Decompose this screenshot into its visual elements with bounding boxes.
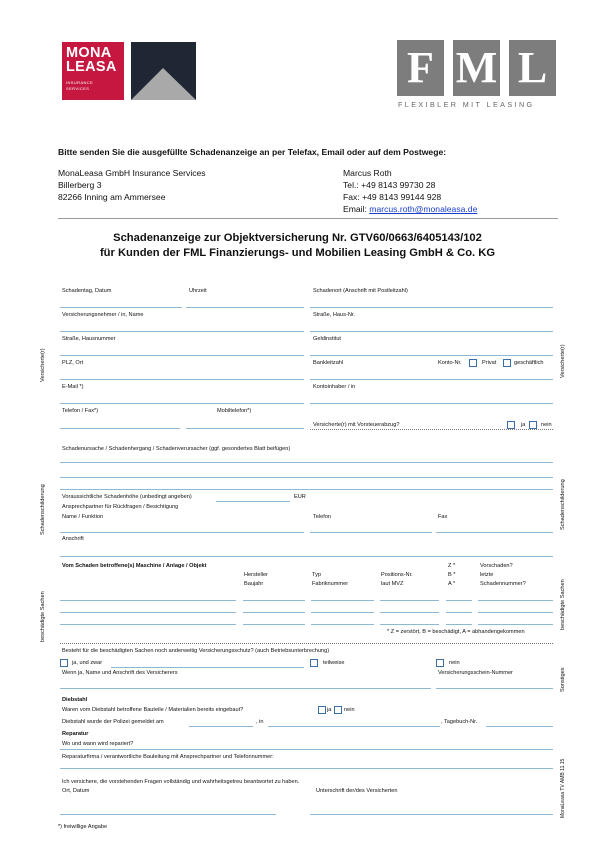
contact-name: Marcus Roth xyxy=(343,168,392,178)
label-anderweitig: Besteht für die beschädigten Sachen noch anderweitig Versicherungsschutz? (auch Betriebsunterbrechung) xyxy=(62,648,330,654)
table-cell[interactable] xyxy=(60,600,236,601)
field-schadenursache-line-3[interactable] xyxy=(60,489,553,490)
checkbox-vorsteuer-ja[interactable] xyxy=(507,421,515,429)
checkbox-nein[interactable] xyxy=(436,659,444,667)
label-name-funktion: Name / Funktion xyxy=(62,514,104,520)
label-eur: EUR xyxy=(294,494,306,500)
label-plz-ort: PLZ, Ort xyxy=(62,360,84,366)
table-cell[interactable] xyxy=(243,600,305,601)
col-laut-mvz: laut MVZ xyxy=(381,581,404,587)
address-company: MonaLeasa GmbH Insurance Services xyxy=(58,168,206,178)
label-konto-nr: Konto-Nr. xyxy=(438,360,462,366)
monaleasa-logo: MONA LEASA INSURANCE SERVICES xyxy=(62,42,124,100)
label-bauteile-nein: nein xyxy=(344,707,355,713)
label-geschaeftlich: geschäftlich xyxy=(514,360,544,366)
label-fax: Fax xyxy=(438,514,448,520)
label-mobiltelefon: Mobiltelefon*) xyxy=(217,408,252,414)
field-wo-wann[interactable] xyxy=(60,749,553,750)
col-z: Z * xyxy=(448,563,456,569)
col-positions-nr: Positions-Nr. xyxy=(381,572,413,578)
label-in: , in xyxy=(256,719,264,725)
monaleasa-logo-mark xyxy=(131,42,196,100)
label-unterschrift: Unterschrift der/des Versicherten xyxy=(316,788,398,794)
side-label-schaden-left: Schadenschilderung xyxy=(40,484,46,535)
table-cell[interactable] xyxy=(446,612,472,613)
table-cell[interactable] xyxy=(380,612,439,613)
label-uhrzeit: Uhrzeit xyxy=(189,288,207,294)
col-b: B * xyxy=(448,572,456,578)
field-strasse-hausnummer[interactable] xyxy=(60,355,304,356)
label-reparaturfirma: Reparaturfirma / verantwortliche Bauleitung mit Ansprechpartner und Telefonnummer: xyxy=(62,754,274,760)
checkbox-bauteile-ja[interactable] xyxy=(318,706,326,714)
checkbox-bauteile-nein[interactable] xyxy=(334,706,342,714)
label-vorsteuer-nein: nein xyxy=(541,422,552,428)
col-vorschaden: Vorschaden? xyxy=(480,563,513,569)
vorsteuer-divider xyxy=(310,429,553,430)
label-bauteile-ja: ja xyxy=(327,707,332,713)
table-cell[interactable] xyxy=(311,624,374,625)
label-vom-schaden: Vom Schaden betroffene(s) Maschine / Anlage / Objekt xyxy=(62,563,207,569)
field-bankleitzahl[interactable] xyxy=(310,379,553,380)
field-versicherer[interactable] xyxy=(60,688,431,689)
label-kontoinhaber: Kontoinhaber / in xyxy=(313,384,356,390)
label-schadenursache: Schadenursache / Schadenhergang / Schadenverursacher (ggf. gesondertes Blatt beifügen) xyxy=(62,446,291,452)
table-cell[interactable] xyxy=(60,624,236,625)
field-schadenursache-line-2[interactable] xyxy=(60,477,553,478)
intro-text: Bitte senden Sie die ausgefüllte Schadenanzeige an per Telefax, Email oder auf dem Postwege: xyxy=(58,147,447,157)
contact-fax: Fax: +49 8143 99144 928 xyxy=(343,192,442,202)
label-ansprechpartner: Ansprechpartner für Rückfragen / Besichtigung xyxy=(62,504,179,510)
label-teilweise: teilweise xyxy=(323,660,345,666)
address-street: Billerberg 3 xyxy=(58,180,102,190)
label-ja-und-zwar: ja, und zwar xyxy=(72,660,103,666)
field-schadenort[interactable] xyxy=(310,307,553,308)
table-cell[interactable] xyxy=(311,600,374,601)
legend-text: * Z = zerstört, B = beschädigt, A = abhandengekommen xyxy=(387,629,525,635)
label-telefon-fax: Telefon / Fax*) xyxy=(62,408,99,414)
field-schadenhoehe[interactable] xyxy=(216,501,290,502)
field-reparaturfirma[interactable] xyxy=(60,768,553,769)
field-polizei-ort[interactable] xyxy=(268,726,440,727)
table-cell[interactable] xyxy=(380,600,439,601)
field-anschrift[interactable] xyxy=(60,556,553,557)
col-schadennummer: Schadennummer? xyxy=(480,581,526,587)
field-ort-datum[interactable] xyxy=(60,814,276,815)
contact-email-row: Email: marcus.roth@monaleasa.de xyxy=(343,204,478,214)
field-uhrzeit[interactable] xyxy=(186,307,304,308)
side-label-schaden-right: Schadenschilderung xyxy=(560,479,566,530)
field-ja-und-zwar[interactable] xyxy=(111,667,304,668)
label-reparatur: Reparatur xyxy=(62,731,89,737)
field-plz-ort[interactable] xyxy=(60,379,304,380)
field-telefon[interactable] xyxy=(310,532,432,533)
label-diebstahl: Diebstahl xyxy=(62,697,88,703)
field-strasse-haus[interactable] xyxy=(310,331,553,332)
label-strasse-haus: Straße, Haus-Nr. xyxy=(313,312,355,318)
footer-code: MonaLeasa TV AMB 11.15 xyxy=(560,758,566,818)
side-label-sachen-right: beschädigte Sachen xyxy=(560,579,566,630)
label-strasse-hausnummer: Straße, Hausnummer xyxy=(62,336,116,342)
col-hersteller: Hersteller xyxy=(244,572,268,578)
field-kontoinhaber[interactable] xyxy=(310,403,553,404)
label-vs-nummer: Versicherungsschein-Nummer xyxy=(438,670,513,676)
label-ort-datum: Ort, Datum xyxy=(62,788,90,794)
label-versichere: Ich versichere, die vorstehenden Fragen vollständig und wahrheitsgetreu beantwortet zu haben. xyxy=(62,779,300,785)
side-label-sachen-left: beschädigte Sachen xyxy=(40,591,46,642)
label-schadentag: Schadentag, Datum xyxy=(62,288,112,294)
label-anschrift: Anschrift xyxy=(62,536,84,542)
field-tagebuch-nr[interactable] xyxy=(486,726,553,727)
field-schadentag[interactable] xyxy=(60,307,182,308)
fml-tagline: FLEXIBLER MIT LEASING xyxy=(398,100,535,109)
label-tagebuch: , Tagebuch-Nr. xyxy=(441,719,478,725)
label-privat: Privat xyxy=(482,360,497,366)
field-telefon-fax[interactable] xyxy=(60,428,180,429)
header-divider xyxy=(58,218,558,219)
table-cell[interactable] xyxy=(243,624,305,625)
checkbox-ja-und-zwar[interactable] xyxy=(60,659,68,667)
field-polizei-datum[interactable] xyxy=(189,726,253,727)
label-vn: Versicherungsnehmer / in, Name xyxy=(62,312,144,318)
field-name-funktion[interactable] xyxy=(60,532,304,533)
label-wo-wann: Wo und wann wird repariert? xyxy=(62,741,134,747)
field-unterschrift[interactable] xyxy=(310,814,553,815)
page-subtitle: für Kunden der FML Finanzierungs- und Mobilien Leasing GmbH & Co. KG xyxy=(99,247,496,259)
side-label-versicherter-left: Versicherte(r) xyxy=(40,348,46,382)
label-bankleitzahl: Bankleitzahl xyxy=(313,360,344,366)
label-wenn-ja: Wenn ja, Name und Anschrift des Versicherers xyxy=(62,670,178,676)
checkbox-geschaeftlich[interactable] xyxy=(503,359,511,367)
label-schadenhoehe: Voraussichtliche Schadenhöhe (unbedingt angeben) xyxy=(62,494,192,500)
table-cell[interactable] xyxy=(243,612,305,613)
label-geldinstitut: Geldinstitut xyxy=(313,336,341,342)
address-city: 82266 Inning am Ammersee xyxy=(58,192,166,202)
label-vorsteuer-ja: ja xyxy=(521,422,526,428)
page-title: Schadenanzeige zur Objektversicherung Nr. GTV60/0663/6405143/102 xyxy=(113,232,482,244)
label-vorsteuer: Versicherte(r) mit Vorsteuerabzug? xyxy=(313,422,400,428)
label-nein: nein xyxy=(449,660,460,666)
col-a: A * xyxy=(448,581,456,587)
label-telefon: Telefon xyxy=(313,514,332,520)
table-cell[interactable] xyxy=(478,624,553,625)
section-divider xyxy=(60,643,553,644)
table-cell[interactable] xyxy=(478,600,553,601)
checkbox-vorsteuer-nein[interactable] xyxy=(529,421,537,429)
col-letzte: letzte xyxy=(480,572,494,578)
checkbox-teilweise[interactable] xyxy=(310,659,318,667)
side-label-sonstiges: Sonstiges xyxy=(560,667,566,692)
contact-tel: Tel.: +49 8143 99730 28 xyxy=(343,180,436,190)
field-mobiltelefon[interactable] xyxy=(186,428,304,429)
table-cell[interactable] xyxy=(380,624,439,625)
table-cell[interactable] xyxy=(478,612,553,613)
field-schadenursache-line-1[interactable] xyxy=(60,462,553,463)
contact-email-link[interactable]: marcus.roth@monaleasa.de xyxy=(369,204,478,214)
col-typ: Typ xyxy=(312,572,322,578)
side-label-versicherter-right: Versicherte(r) xyxy=(560,344,566,378)
table-cell[interactable] xyxy=(446,624,472,625)
col-fabriknummer: Fabriknummer xyxy=(312,581,349,587)
col-baujahr: Baujahr xyxy=(244,581,264,587)
checkbox-konto-nr[interactable] xyxy=(469,359,477,367)
label-freiwillig: *) freiwillige Angabe xyxy=(58,824,108,830)
label-polizei: Diebstahl wurde der Polizei gemeldet am xyxy=(62,719,164,725)
table-cell[interactable] xyxy=(446,600,472,601)
field-vs-nummer[interactable] xyxy=(436,688,553,689)
field-email[interactable] xyxy=(60,403,304,404)
field-vn[interactable] xyxy=(60,331,304,332)
label-bauteile: Waren vom Diebstahl betroffene Bauteile / Materialien bereits eingebaut? xyxy=(62,707,244,713)
table-cell[interactable] xyxy=(60,612,236,613)
field-fax[interactable] xyxy=(436,532,553,533)
field-geldinstitut[interactable] xyxy=(310,355,553,356)
label-email: E-Mail *) xyxy=(62,384,84,390)
table-cell[interactable] xyxy=(311,612,374,613)
label-schadenort: Schadenort (Anschrift mit Postleitzahl) xyxy=(313,288,408,294)
